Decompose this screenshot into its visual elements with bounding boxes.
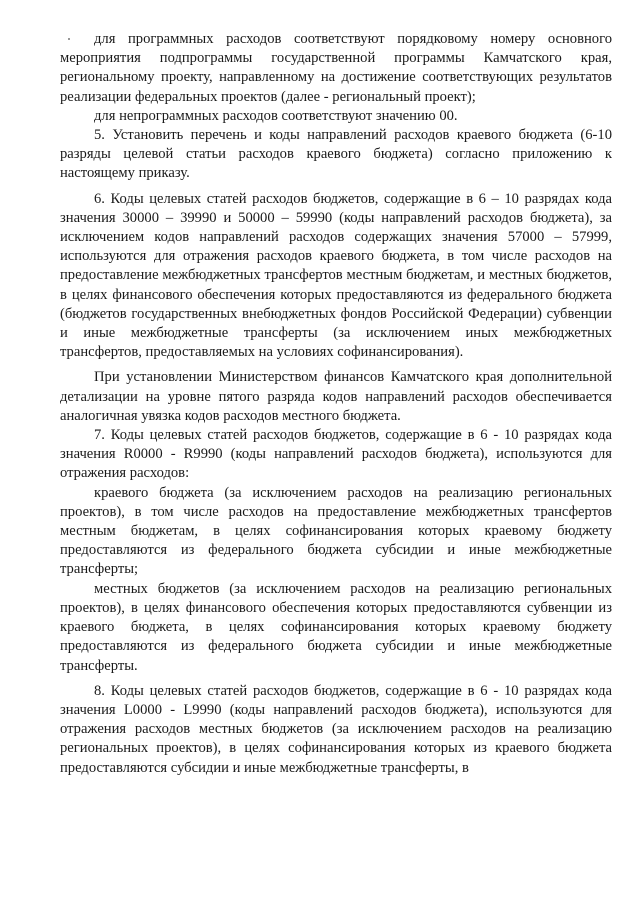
paragraph-local-budgets: местных бюджетов (за исключением расходов на реализацию региональных проектов), в целях финансового обеспечения которых предоставляются субвенции из краевого бюджета, в целях софинансирования которых краевому бюджету предоставляются из федерального бюджета субсидии и иные межбюджетные трансферты. [60, 580, 612, 674]
paragraph-item-5: 5. Установить перечень и коды направлений расходов краевого бюджета (6-10 разряды целевой статьи расходов краевого бюджета) согласно приложению к настоящему приказу. [60, 127, 612, 182]
paragraph-item-6: 6. Коды целевых статей расходов бюджетов, содержащие в 6 – 10 разрядах кода значения 30000 – 39990 и 50000 – 59990 (коды направлений расходов бюджета), за исключением кодов направлений расходов содержащих значения 57000 – 57999, используются для отражения расходов краевого бюджета, в том числе расходов на предоставление межбюджетных трансфертов местным бюджетам, и местных бюджетов, в целях финансового обеспечения которых предоставляются из федерального бюджета (бюджетов государственных внебюджетных фондов Российской Федерации) субвенции и иные межбюджетные трансферты (за исключением иных межбюджетных трансфертов, предоставляемых на условиях софинансирования). [60, 190, 612, 361]
paragraph-item-7: 7. Коды целевых статей расходов бюджетов, содержащие в 6 - 10 разрядах кода значения R0000 - R9990 (коды направлений расходов бюджета), используются для отражения расходов: [60, 427, 612, 482]
paragraph-detailing: При установлении Министерством финансов Камчатского края дополнительной детализации на уровне пятого разряда кодов направлений расходов обеспечивается аналогичная увязка кодов расходов местного бюджета. [60, 369, 612, 424]
document-page [60, 30, 612, 778]
paragraph-program-expenses: для программных расходов соответствуют порядковому номеру основного мероприятия подпрограммы государственной программы Камчатского края, региональному проекту, направленному на достижение соответствующих результатов реализации федеральных проектов (далее - региональный проект); [60, 31, 612, 105]
paragraph-item-8: 8. Коды целевых статей расходов бюджетов, содержащие в 6 - 10 разрядах кода значения L0000 - L9990 (коды направлений расходов бюджета), используются для отражения расходов местных бюджетов (за исключением расходов на реализацию региональных проектов), в целях софинансирования которых из краевого бюджета предоставляются субсидии и иные межбюджетные трансферты, в [60, 682, 612, 776]
paragraph-regional-budget: краевого бюджета (за исключением расходов на реализацию региональных проектов), в том числе расходов на предоставление межбюджетных трансфертов местным бюджетам, в целях софинансирования которых краевому бюджету предоставляются из федерального бюджета субсидии и иные межбюджетные трансферты; [60, 484, 612, 578]
paragraph-non-program-expenses: для непрограммных расходов соответствуют значению 00. [94, 107, 458, 124]
